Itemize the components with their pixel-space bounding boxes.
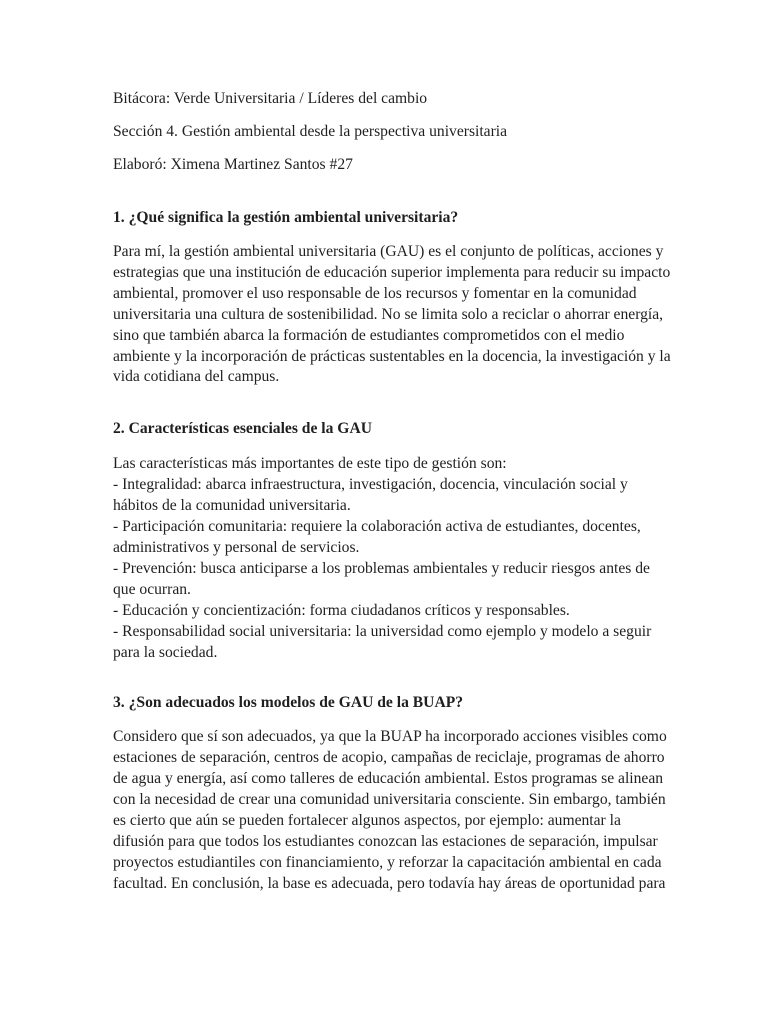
list-item-line: hábitos de la comunidad universitaria. (113, 497, 351, 515)
list-item-line: - Integralidad: abarca infraestructura, investigación, docencia, vinculación social y (113, 476, 628, 494)
answer-line: con la necesidad de crear una comunidad universitaria consciente. Sin embargo, también (113, 791, 666, 809)
answer-line: proyectos estudiantiles con financiamiento, y reforzar la capacitación ambiental en cada (113, 853, 662, 871)
answer-line: vida cotidiana del campus. (113, 368, 280, 386)
answer-line: difusión para que todos los estudiantes conozcan las estaciones de separación, impulsar (113, 832, 658, 850)
answer-line: Las características más importantes de este tipo de gestión son: (113, 455, 507, 473)
answer-line: facultad. En conclusión, la base es adecuada, pero todavía hay áreas de oportunidad para (113, 874, 666, 892)
question-3-answer (113, 727, 667, 894)
list-item-line: para la sociedad. (113, 643, 218, 661)
answer-line: estrategias que una institución de educación superior implementa para reducir su impacto (113, 263, 671, 281)
list-item-line: que ocurran. (113, 580, 191, 598)
answer-line: sino que también abarca la formación de estudiantes comprometidos con el medio (113, 326, 625, 344)
list-item-line: - Educación y concientización: forma ciudadanos críticos y responsables. (113, 601, 570, 619)
answer-line: de agua y energía, así como talleres de educación ambiental. Estos programas se alinean (113, 770, 664, 788)
question-2-answer (113, 454, 658, 663)
question-2-heading: 2. Características esenciales de la GAU (113, 420, 372, 438)
question-1-heading: 1. ¿Qué significa la gestión ambiental universitaria? (113, 209, 459, 226)
question-1-answer (113, 242, 671, 388)
answer-line: estaciones de separación, centros de acopio, campañas de reciclaje, programas de ahorro (113, 749, 665, 767)
answer-line: es cierto que aún se pueden fortalecer algunos aspectos, por ejemplo: aumentar la (113, 812, 621, 830)
section-title: Sección 4. Gestión ambiental desde la perspectiva universitaria (113, 123, 508, 140)
answer-line: universitaria una cultura de sostenibilidad. No se limita solo a reciclar o ahorrar energía, (113, 305, 664, 323)
answer-line: Considero que sí son adecuados, ya que la BUAP ha incorporado acciones visibles como (113, 728, 667, 746)
question-3-heading: 3. ¿Son adecuados los modelos de GAU de la BUAP? (113, 694, 464, 712)
answer-line: ambiental, promover el uso responsable de los recursos y fomentar en la comunidad (113, 284, 637, 302)
list-item-line: - Prevención: busca anticiparse a los problemas ambientales y reducir riesgos antes de (113, 559, 650, 577)
author-line: Elaboró: Ximena Martinez Santos #27 (113, 156, 353, 173)
document-page (113, 88, 671, 895)
blog-title: Bitácora: Verde Universitaria / Líderes del cambio (113, 90, 428, 107)
list-item-line: - Responsabilidad social universitaria: la universidad como ejemplo y modelo a seguir (113, 622, 652, 640)
answer-line: ambiente y la incorporación de prácticas sustentables en la docencia, la investigación y la (113, 347, 671, 365)
list-item-line: - Participación comunitaria: requiere la colaboración activa de estudiantes, docentes, (113, 518, 641, 536)
list-item-line: administrativos y personal de servicios. (113, 538, 360, 556)
answer-line: Para mí, la gestión ambiental universitaria (GAU) es el conjunto de políticas, acciones y (113, 243, 664, 260)
